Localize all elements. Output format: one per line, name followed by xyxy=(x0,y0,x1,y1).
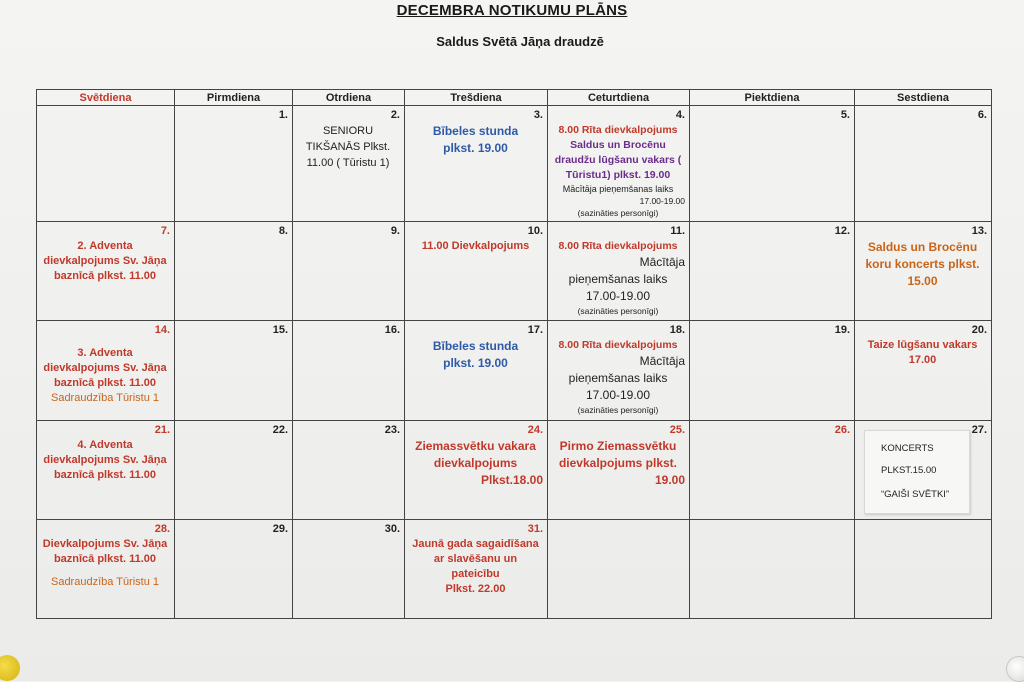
day-number: 4. xyxy=(675,109,685,121)
day-cell-6 xyxy=(855,106,992,222)
day-cell-5 xyxy=(690,106,855,222)
weekday-friday: Piektdiena xyxy=(690,90,855,106)
day-number: 2. xyxy=(390,109,400,121)
day-cell-25 xyxy=(548,420,690,519)
day-number: 9. xyxy=(390,225,400,238)
day-number: 24. xyxy=(527,423,543,436)
day-cell-22 xyxy=(175,420,293,519)
event-line: Ziemassvētku vakara xyxy=(415,438,536,453)
event-line: dievkalpojums xyxy=(433,455,518,470)
day-cell-7 xyxy=(37,222,175,321)
event-line: draudžu lūgšanu vakars ( xyxy=(554,154,682,166)
day-number: 31. xyxy=(527,522,543,535)
calendar-table xyxy=(36,89,992,619)
event-line: pateicību xyxy=(451,567,500,580)
event-line: dievkalpojums Sv. Jāņa xyxy=(43,362,167,375)
event-line: Jaunā gada sagaidīšana xyxy=(412,537,539,550)
event-line: dievkalpojums Sv. Jāņa xyxy=(43,255,167,268)
day-number: 30. xyxy=(384,522,400,535)
event-line: 11.00 ( Tūristu 1) xyxy=(306,157,390,169)
day-number: 5. xyxy=(840,109,850,121)
day-cell-empty xyxy=(37,106,175,222)
event-line: Mācītāja xyxy=(639,354,685,369)
event-line: koru koncerts plkst. xyxy=(865,257,980,272)
day-cell-1 xyxy=(175,106,293,222)
day-number: 26. xyxy=(834,423,850,436)
day-cell-14 xyxy=(37,321,175,420)
event-line: Mācītāja xyxy=(639,255,685,270)
event-line: baznīcā plkst. 11.00 xyxy=(53,552,157,565)
day-cell-17 xyxy=(405,321,548,420)
day-cell-11 xyxy=(548,222,690,321)
day-cell-13 xyxy=(855,222,992,321)
event-line: plkst. 19.00 xyxy=(443,356,508,371)
event-line: dievkalpojums Sv. Jāņa xyxy=(43,453,167,466)
day-number: 15. xyxy=(272,324,288,337)
day-cell-4 xyxy=(548,106,690,222)
event-line: 4. Adventa xyxy=(77,438,133,451)
event-line: Plkst.18.00 xyxy=(480,472,543,487)
day-cell-19 xyxy=(690,321,855,420)
event-line: baznīcā plkst. 11.00 xyxy=(53,377,157,390)
event-line: Saldus un Brocēnu xyxy=(570,139,666,151)
event-line: (sazināties personīgi) xyxy=(577,405,659,416)
day-cell-3 xyxy=(405,106,548,222)
event-line: Bībeles stunda xyxy=(432,124,519,138)
day-number: 12. xyxy=(834,225,850,238)
page-subtitle: Saldus Svētā Jāņa draudzē xyxy=(436,34,604,49)
day-cell-31 xyxy=(405,519,548,618)
event-line: 11.00 Dievkalpojums xyxy=(421,240,530,253)
day-cell-23 xyxy=(293,420,405,519)
day-cell-30 xyxy=(293,519,405,618)
day-cell-16 xyxy=(293,321,405,420)
day-cell-empty xyxy=(855,519,992,618)
event-line: (sazināties personīgi) xyxy=(577,208,659,218)
event-line: Pirmo Ziemassvētku xyxy=(559,438,677,453)
day-cell-24 xyxy=(405,420,548,519)
day-cell-empty xyxy=(548,519,690,618)
day-number: 19. xyxy=(834,324,850,337)
event-line: ar slavēšanu un xyxy=(433,552,518,565)
page-title: DECEMBRA NOTIKUMU PLĀNS xyxy=(396,2,628,19)
day-cell-15 xyxy=(175,321,293,420)
day-number: 25. xyxy=(669,423,685,436)
event-line: 8.00 Rīta dievkalpojums xyxy=(558,339,678,352)
weekday-tuesday: Otrdiena xyxy=(293,90,405,106)
event-line: 17.00-19.00 xyxy=(585,289,651,304)
weekday-sunday: Svētdiena xyxy=(37,90,175,106)
event-line: Sadraudzība Tūristu 1 xyxy=(50,575,160,588)
day-number: 22. xyxy=(272,423,288,436)
day-number: 21. xyxy=(154,423,170,436)
day-number: 23. xyxy=(384,423,400,436)
note-line: PLKST.15.00 xyxy=(881,465,937,476)
day-number: 18. xyxy=(669,324,685,337)
event-line: 15.00 xyxy=(907,274,938,289)
day-cell-empty xyxy=(690,519,855,618)
day-cell-2 xyxy=(293,106,405,222)
day-cell-21 xyxy=(37,420,175,519)
day-cell-29 xyxy=(175,519,293,618)
event-line: 17.00-19.00 xyxy=(639,196,685,206)
week-row xyxy=(37,106,992,222)
note-line: KONCERTS xyxy=(881,443,934,454)
day-number: 17. xyxy=(527,324,543,337)
week-row xyxy=(37,420,992,519)
weekday-wednesday: Trešdiena xyxy=(405,90,548,106)
day-number: 3. xyxy=(533,109,543,121)
day-number: 13. xyxy=(971,225,987,238)
event-line: plkst. 19.00 xyxy=(443,141,508,155)
event-line: Mācītāja pieņemšanas laiks xyxy=(562,184,674,194)
day-number: 20. xyxy=(971,324,987,337)
day-number: 10. xyxy=(527,225,543,238)
note-line: “GAIŠI SVĒTKI” xyxy=(881,489,950,500)
weekday-monday: Pirmdiena xyxy=(175,90,293,106)
event-line: Taize lūgšanu vakars xyxy=(867,339,978,352)
day-number: 16. xyxy=(384,324,400,337)
day-number: 7. xyxy=(160,225,170,238)
event-line: 8.00 Rīta dievkalpojums xyxy=(558,124,678,136)
day-number: 14. xyxy=(154,324,170,337)
concert-note xyxy=(864,430,970,514)
day-number: 28. xyxy=(154,522,170,535)
event-line: 19.00 xyxy=(654,472,685,487)
day-cell-20 xyxy=(855,321,992,420)
event-line: baznīcā plkst. 11.00 xyxy=(53,468,157,481)
event-line: (sazināties personīgi) xyxy=(577,306,659,317)
day-cell-10 xyxy=(405,222,548,321)
event-line: SENIORU xyxy=(322,125,374,137)
weekday-thursday: Ceturtdiena xyxy=(548,90,690,106)
week-row xyxy=(37,321,992,420)
event-line: 3. Adventa xyxy=(77,347,133,360)
weekday-header-row xyxy=(37,90,992,106)
event-line: pieņemšanas laiks xyxy=(568,272,668,287)
event-line: baznīcā plkst. 11.00 xyxy=(53,270,157,283)
event-line: Saldus un Brocēnu xyxy=(867,240,978,255)
weekday-saturday: Sestdiena xyxy=(855,90,992,106)
day-number: 6. xyxy=(977,109,987,121)
event-line: 17.00 xyxy=(908,354,937,367)
day-cell-28 xyxy=(37,519,175,618)
week-row xyxy=(37,222,992,321)
week-row xyxy=(37,519,992,618)
day-cell-8 xyxy=(175,222,293,321)
day-number: 27. xyxy=(971,423,987,436)
event-line: 2. Adventa xyxy=(77,240,133,253)
event-line: Sadraudzība Tūristu 1 xyxy=(50,392,160,405)
event-line: 17.00-19.00 xyxy=(585,388,651,403)
event-line: pieņemšanas laiks xyxy=(568,371,668,386)
day-number: 8. xyxy=(278,225,288,238)
event-line: TIKŠANĀS Plkst. xyxy=(305,141,391,153)
day-cell-18 xyxy=(548,321,690,420)
day-cell-26 xyxy=(690,420,855,519)
day-cell-9 xyxy=(293,222,405,321)
event-line: Plkst. 22.00 xyxy=(445,582,506,595)
day-cell-12 xyxy=(690,222,855,321)
event-line: dievkalpojums plkst. xyxy=(558,455,678,470)
day-number: 1. xyxy=(278,109,288,121)
event-line: Bībeles stunda xyxy=(432,339,519,354)
day-number: 29. xyxy=(272,522,288,535)
event-line: 8.00 Rīta dievkalpojums xyxy=(558,240,678,253)
event-line: Dievkalpojums Sv. Jāņa xyxy=(42,537,168,550)
day-number: 11. xyxy=(670,225,685,238)
event-line: Tūristu1) plkst. 19.00 xyxy=(565,169,671,181)
